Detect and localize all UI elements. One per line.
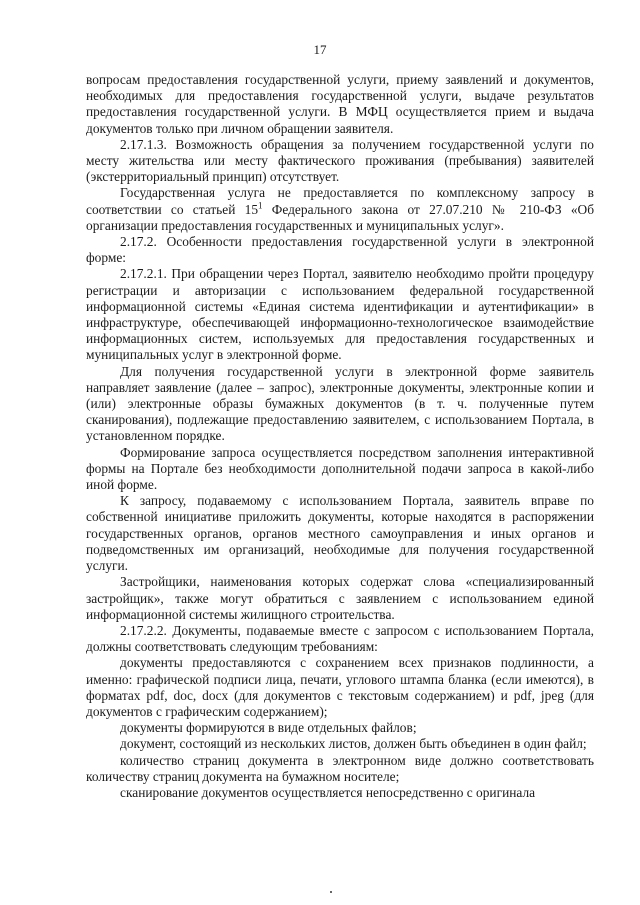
paragraph: 2.17.1.3. Возможность обращения за получением государственной услуги по месту жительства или месту фактического проживания (пребывания) заявителей (экстерриториальный принцип) отсутствует.	[86, 136, 594, 185]
paragraph: документы формируются в виде отдельных файлов;	[120, 720, 417, 736]
paragraph: сканирование документов осуществляется непосредственно с оригинала	[120, 784, 536, 800]
paragraph: вопросам предоставления государственной услуги, приему заявлений и документов, необходимых для предоставления государственной услуги, выдаче результатов предоставления государственной услуги. В МФЦ осуществляется прием и выдача документов только при личном обращении заявителя.	[86, 72, 594, 136]
paragraph: документ, состоящий из нескольких листов, должен быть объединен в один файл;	[120, 736, 587, 752]
paragraph: 2.17.2. Особенности предоставления государственной услуги в электронной форме:	[86, 234, 594, 266]
paragraph: К запросу, подаваемому с использованием Портала, заявитель вправе по собственной инициативе приложить документы, которые находятся в распоряжении государственных органов, органов местного самоуправления и иных органов и подведомственных им организаций, необходимые для получения государственной услуги.	[86, 493, 594, 574]
paragraph: Застройщики, наименования которых содержат слова «специализированный застройщик», также могут обратиться с заявлением с использованием единой информационной системы жилищного строительства.	[86, 574, 594, 622]
paragraph: 2.17.2.1. При обращении через Портал, заявителю необходимо пройти процедуру регистрации и авторизации с использованием федеральной государственной информационной системы «Единая система идентификации и аутентификации» в инфраструктуре, обеспечивающей информационно-технологическое взаимодействие информационных систем, используемых для предоставления государственных и муниципальных услуг в электронной форме.	[86, 266, 594, 363]
paragraph: 2.17.2.2. Документы, подаваемые вместе с запросом с использованием Портала, должны соответствовать следующим требованиям:	[86, 622, 594, 655]
paragraph: документы предоставляются с сохранением всех признаков подлинности, а именно: графической подписи лица, печати, углового штампа бланка (если имеются), в форматах pdf, doc, docx (для документов с текстовым содержанием) и pdf, jpeg (для документов с графическим содержанием);	[86, 655, 594, 719]
page-number: 17	[313, 42, 327, 57]
paragraph-text: Федерального закона от 27.07.210 № 210-ФЗ «Об организации предоставления государственных и муниципальных услуг».	[86, 201, 595, 233]
paragraph: количество страниц документа в электронном виде должно соответствовать количеству страниц документа на бумажном носителе;	[86, 752, 594, 784]
scan-speck	[330, 891, 332, 893]
paragraph-text: Государственная услуга не предоставляется по комплексному запросу в соответствии со статьей 15	[86, 185, 594, 217]
footnote-superscript: 1	[258, 200, 263, 211]
paragraph: Формирование запроса осуществляется посредством заполнения интерактивной формы на Портале без необходимости дополнительной подачи запроса в какой-либо иной форме.	[86, 444, 594, 493]
paragraph: Для получения государственной услуги в электронной форме заявитель направляет заявление (далее – запрос), электронные документы, электронные копии и (или) электронные образы бумажных документов (в т. ч. полученные путем сканирования), подлежащие предоставлению заявителем, с использованием Портала, в установленном порядке.	[86, 363, 594, 444]
paragraph-with-footnote	[86, 185, 594, 234]
